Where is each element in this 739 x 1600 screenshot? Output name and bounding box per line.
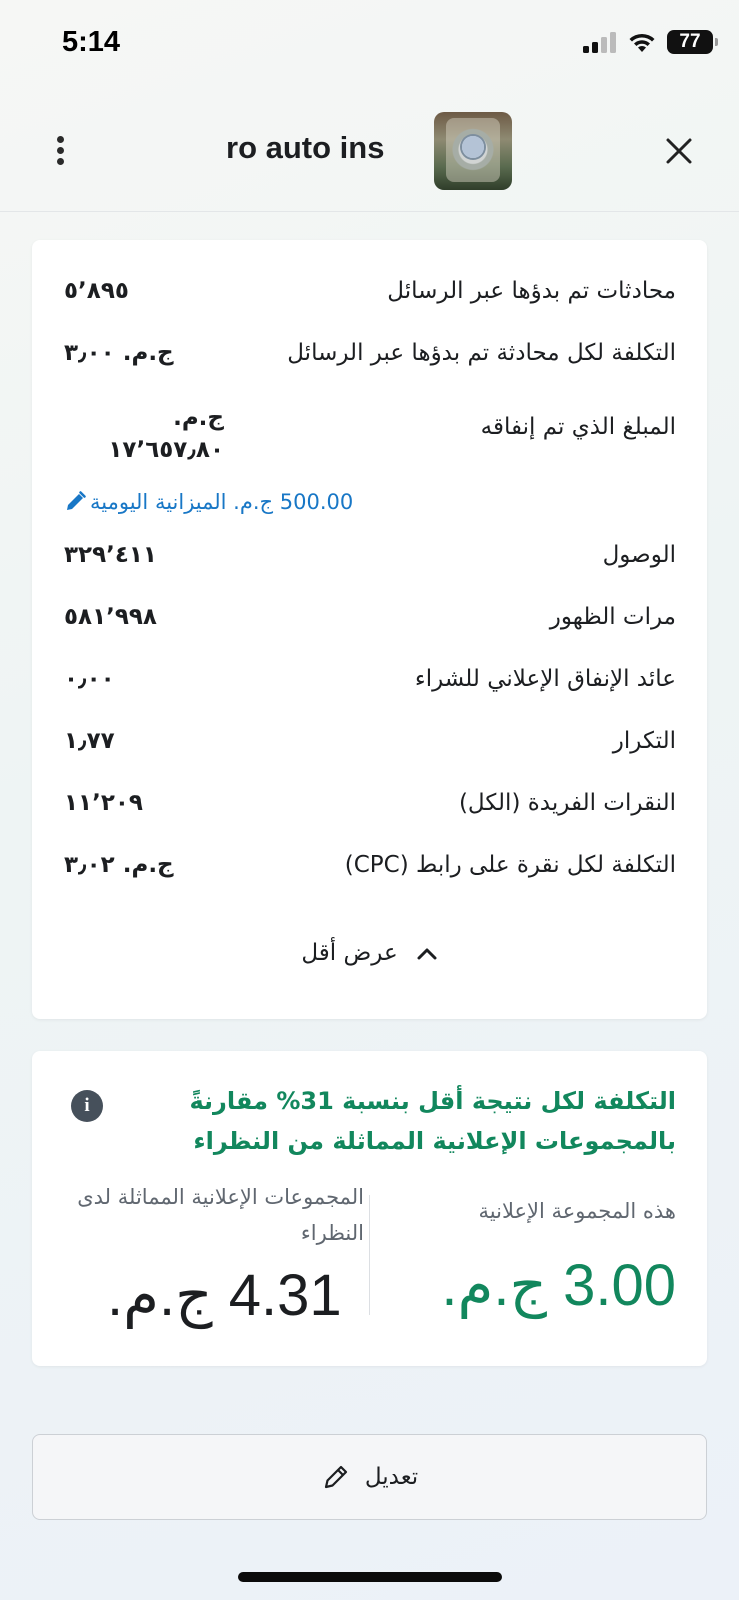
battery-icon: 77 (667, 30, 713, 54)
metric-value: ٠٫٠٠ (64, 666, 115, 692)
metric-value: ١٫٧٧ (64, 728, 115, 754)
comparison-divider (369, 1195, 370, 1315)
ad-title: ro auto ins (226, 130, 385, 165)
header-divider (0, 211, 739, 212)
metric-label: مرات الظهور (549, 604, 676, 630)
metric-value: ج.م. ٣٫٠٠ (64, 340, 174, 366)
metric-row (32, 534, 707, 584)
this-ad-set-label: هذه المجموعة الإعلانية (478, 1199, 676, 1223)
spent-currency: ج.م. (173, 405, 224, 431)
chevron-up-icon (416, 945, 438, 961)
spent-value (64, 402, 224, 466)
metric-value: ١١٬٢٠٩ (64, 790, 143, 816)
edit-button[interactable] (32, 1434, 707, 1520)
metric-row (32, 782, 707, 832)
metric-row (32, 332, 707, 382)
metric-label: الوصول (602, 542, 676, 568)
home-indicator[interactable] (238, 1572, 502, 1582)
edit-label: تعديل (364, 1464, 419, 1490)
more-dot-icon (57, 147, 64, 154)
metric-row (32, 844, 707, 894)
wifi-icon (627, 31, 657, 53)
more-dot-icon (57, 158, 64, 165)
spent-amount: ١٧٬٦٥٧٫٨٠ (108, 437, 224, 463)
metric-label: عائد الإنفاق الإعلاني للشراء (414, 666, 676, 692)
daily-budget-link[interactable] (64, 490, 353, 514)
metric-value: ٥٨١٬٩٩٨ (64, 604, 157, 630)
metric-label: النقرات الفريدة (الكل) (458, 790, 676, 816)
more-dot-icon (57, 136, 64, 143)
metric-row-spent (32, 402, 707, 472)
pencil-icon (321, 1462, 351, 1492)
metric-label: التكلفة لكل محادثة تم بدؤها عبر الرسائل (287, 340, 676, 366)
metrics-card (32, 240, 707, 1019)
this-ad-set-value: 3.00 ج.م. (441, 1253, 676, 1318)
close-icon[interactable] (662, 134, 696, 168)
metric-label: المبلغ الذي تم إنفاقه (480, 414, 676, 440)
metric-label: محادثات تم بدؤها عبر الرسائل (387, 278, 676, 304)
info-icon[interactable]: i (71, 1090, 103, 1122)
metric-value: ٥٬٨٩٥ (64, 278, 129, 304)
ad-header (0, 100, 739, 212)
peer-ad-sets-value: 4.31 ج.م. (107, 1263, 342, 1328)
show-less-label: عرض أقل (301, 940, 398, 966)
pencil-icon (64, 491, 86, 513)
metric-row (32, 658, 707, 708)
metric-row (32, 270, 707, 320)
status-bar (0, 0, 739, 92)
metric-value: ٣٢٩٬٤١١ (64, 542, 157, 568)
cellular-signal-icon (583, 31, 617, 53)
more-options-button[interactable] (46, 130, 74, 170)
show-less-button[interactable] (32, 940, 707, 966)
status-time: 5:14 (62, 26, 121, 58)
daily-budget-text: 500.00 ج.م. الميزانية اليومية (90, 490, 354, 514)
comparison-headline: التكلفة لكل نتيجة أقل بنسبة 31% مقارنةً بالمجموعات الإعلانية المماثلة من النظراء (189, 1087, 676, 1155)
metric-label: التكرار (612, 728, 676, 754)
metric-value: ج.م. ٣٫٠٢ (64, 852, 174, 878)
metric-row (32, 720, 707, 770)
peer-ad-sets-label: المجموعات الإعلانية المماثلة لدى النظراء (77, 1185, 364, 1245)
peer-comparison-card (32, 1051, 707, 1366)
metric-label: التكلفة لكل نقرة على رابط (CPC) (344, 852, 676, 878)
metric-row (32, 596, 707, 646)
status-icons (583, 30, 713, 54)
ad-thumbnail[interactable] (434, 112, 512, 190)
